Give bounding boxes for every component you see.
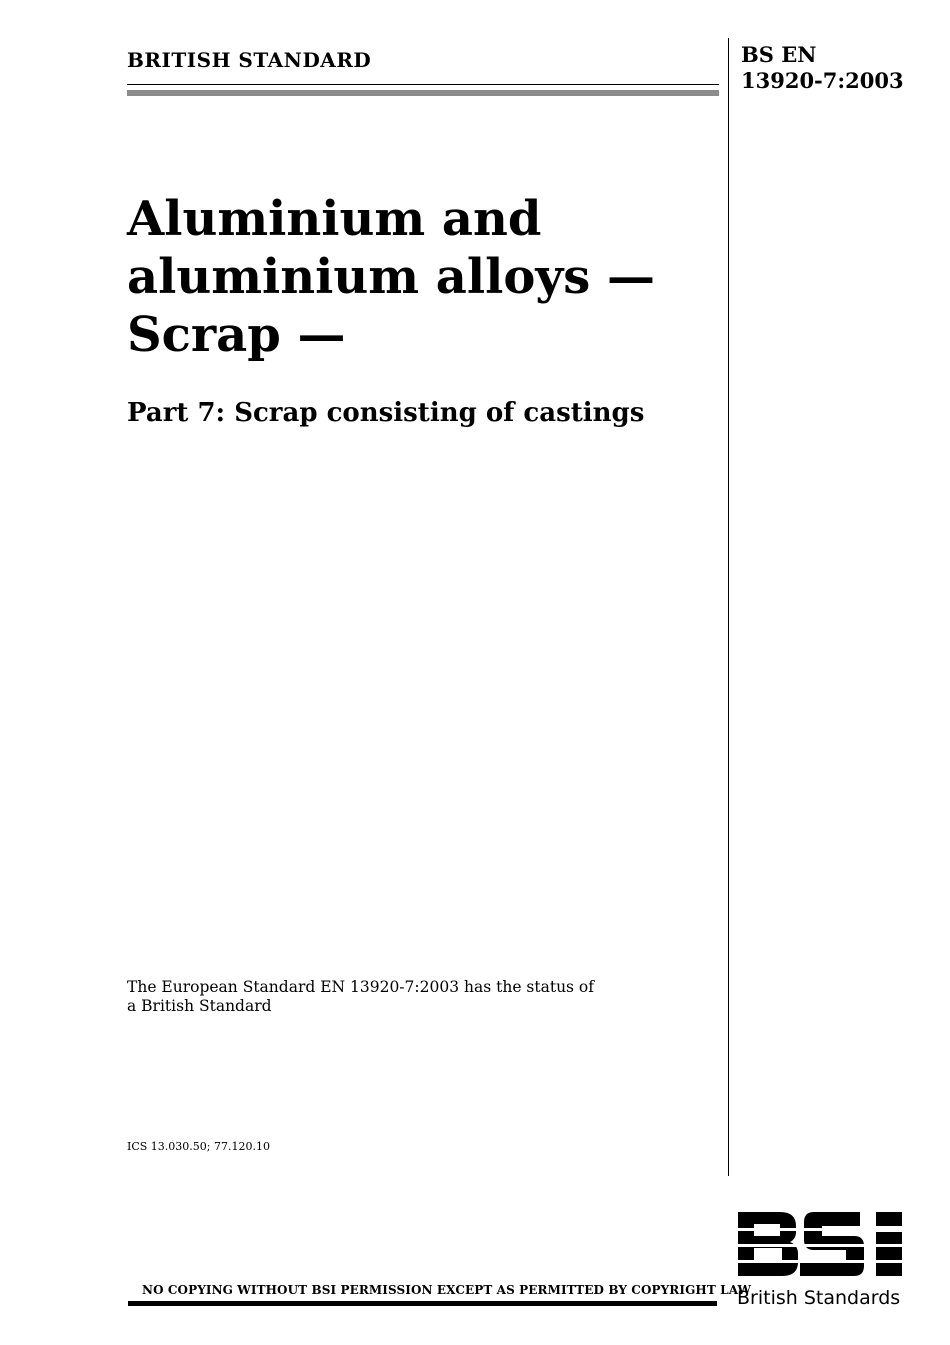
header-thick-rule bbox=[127, 90, 719, 96]
bsi-logo-caption: British Standards bbox=[737, 1287, 901, 1309]
copyright-notice: NO COPYING WITHOUT BSI PERMISSION EXCEPT AS PERMITTED BY COPYRIGHT LAW bbox=[142, 1283, 752, 1297]
standard-number-line-1: BS EN bbox=[741, 42, 817, 67]
document-subtitle: Part 7: Scrap consisting of castings bbox=[127, 398, 645, 428]
document-title bbox=[127, 190, 717, 364]
status-statement: The European Standard EN 13920-7:2003 has the status of a British Standard bbox=[127, 978, 595, 1015]
footer-rule bbox=[128, 1301, 717, 1306]
header-label: BRITISH STANDARD bbox=[127, 48, 372, 72]
title-line-2: aluminium alloys — bbox=[127, 249, 655, 305]
title-line-1: Aluminium and bbox=[127, 191, 542, 247]
standard-number bbox=[741, 42, 904, 94]
standard-number-line-2: 13920-7:2003 bbox=[741, 68, 904, 93]
vertical-divider bbox=[728, 38, 729, 1176]
header-thin-rule bbox=[127, 84, 719, 85]
title-line-3: Scrap — bbox=[127, 307, 346, 363]
ics-code: ICS 13.030.50; 77.120.10 bbox=[127, 1140, 270, 1153]
